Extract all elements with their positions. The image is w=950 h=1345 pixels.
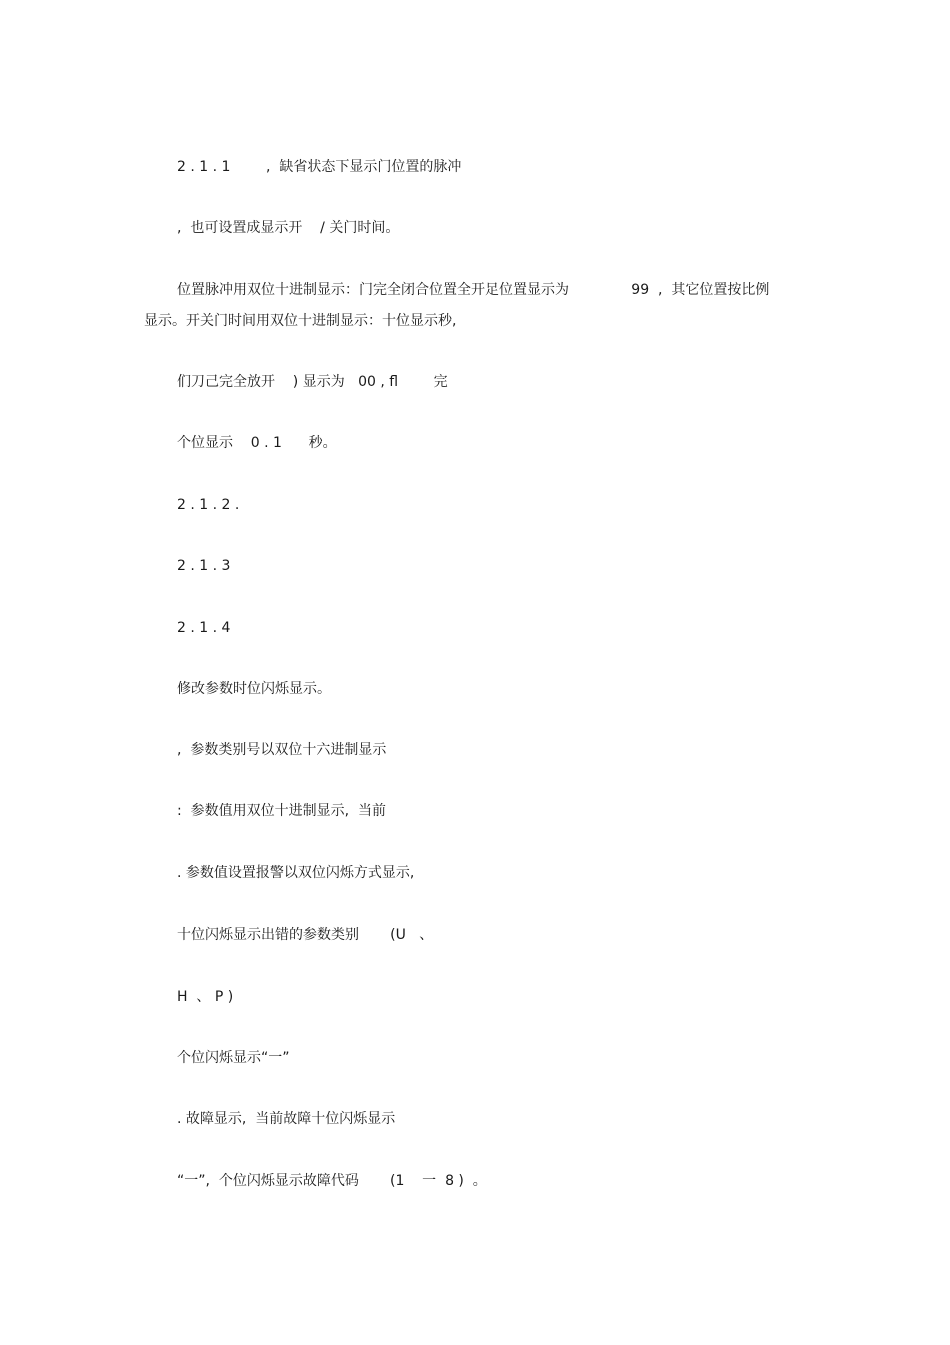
text-line-15: H 、 P ): [177, 989, 234, 1005]
text-line-2: , 也可设置成显示开 / 关门时间。: [177, 220, 400, 236]
text-line-14: 十位闪烁显示出错的参数类别 (U 、: [177, 927, 434, 943]
text-line-8: 2 . 1 . 3: [177, 558, 231, 574]
text-line-12: : 参数值用双位十进制显示, 当前: [177, 803, 386, 819]
text-line-1: 2 . 1 . 1 , 缺省状态下显示门位置的脉冲: [177, 159, 462, 175]
text-line-4: 显示。开关门时间用双位十进制显示：十位显示秒,: [144, 313, 457, 329]
text-line-9: 2 . 1 . 4: [177, 620, 231, 636]
text-line-3: 位置脉冲用双位十进制显示：门完全闭合位置全开足位置显示为 99 , 其它位置按比例: [177, 282, 770, 298]
text-line-5: 们刀己完全放开 ) 显示为 00 , fl 完: [177, 374, 448, 390]
text-line-18: “一”, 个位闪烁显示故障代码 (1 一 8 ) 。: [177, 1173, 487, 1189]
text-line-7: 2 . 1 . 2 .: [177, 497, 240, 513]
text-line-16: 个位闪烁显示“一”: [177, 1050, 290, 1066]
text-line-10: 修改参数时位闪烁显示。: [177, 681, 331, 697]
text-line-6: 个位显示 0 . 1 秒。: [177, 435, 337, 451]
text-line-13: . 参数值设置报警以双位闪烁方式显示,: [177, 865, 415, 881]
text-line-17: . 故障显示, 当前故障十位闪烁显示: [177, 1111, 396, 1127]
text-line-11: , 参数类别号以双位十六进制显示: [177, 742, 387, 758]
